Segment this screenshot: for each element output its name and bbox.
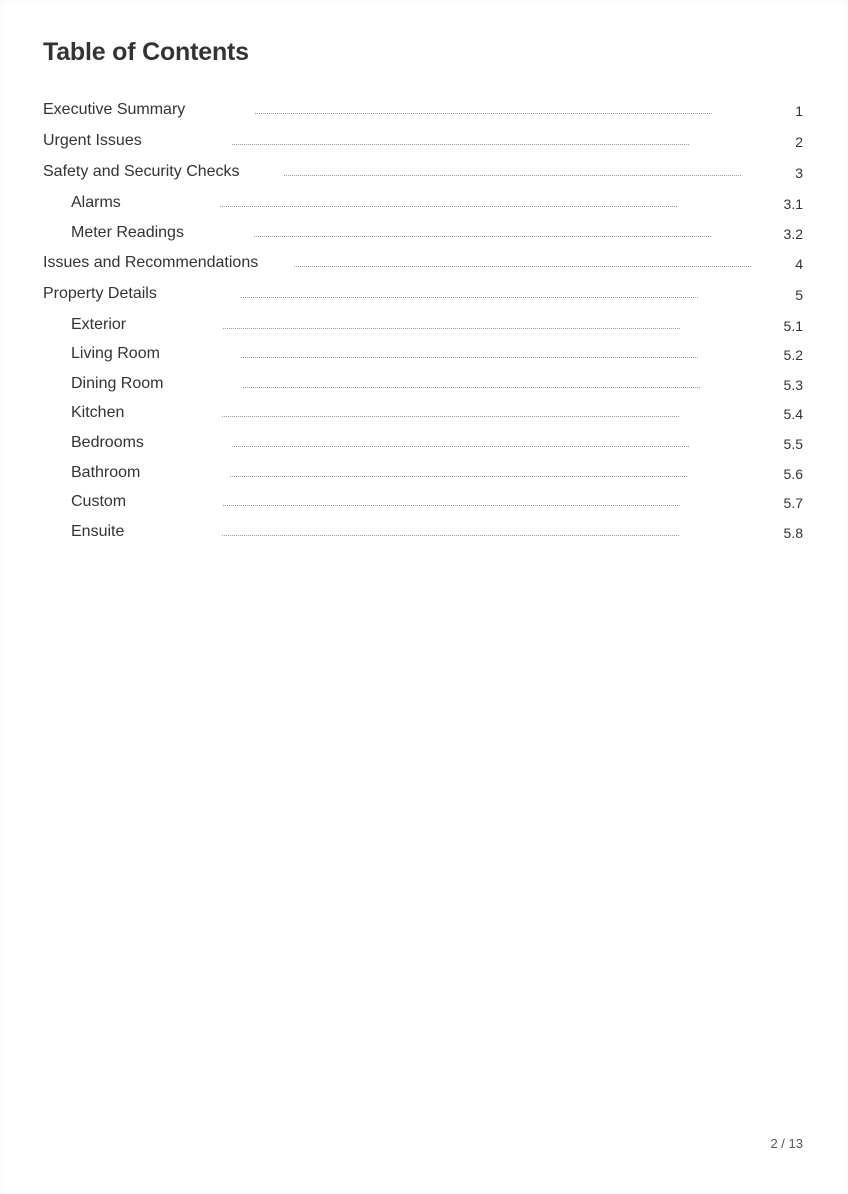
dot-leader xyxy=(241,297,698,298)
toc-entry-executive-summary[interactable] xyxy=(0,100,848,124)
dot-leader xyxy=(230,476,687,477)
toc-entry-dining-room[interactable] xyxy=(0,374,848,398)
toc-entry-page: 3.1 xyxy=(783,196,803,212)
toc-entry-page: 5.5 xyxy=(783,436,803,452)
toc-entry-page: 2 xyxy=(795,134,803,150)
toc-entry-label: Meter Readings xyxy=(71,224,184,241)
dot-leader xyxy=(222,416,679,417)
toc-entry-label: Property Details xyxy=(43,285,157,302)
toc-entry-page: 5.6 xyxy=(783,466,803,482)
toc-entry-issues-and-recommendations[interactable] xyxy=(0,253,848,277)
toc-entry-property-details[interactable] xyxy=(0,284,848,308)
toc-entry-label: Safety and Security Checks xyxy=(43,163,240,180)
toc-entry-living-room[interactable] xyxy=(0,344,848,368)
toc-entry-page: 5 xyxy=(795,287,803,303)
dot-leader xyxy=(223,505,680,506)
toc-entry-bedrooms[interactable] xyxy=(0,433,848,457)
page-number-indicator: 2 / 13 xyxy=(770,1136,803,1151)
toc-entry-label: Living Room xyxy=(71,345,160,362)
toc-entry-kitchen[interactable] xyxy=(0,403,848,427)
toc-entry-custom[interactable] xyxy=(0,492,848,516)
toc-entry-ensuite[interactable] xyxy=(0,522,848,546)
toc-entry-page: 5.2 xyxy=(783,347,803,363)
toc-entry-page: 1 xyxy=(795,103,803,119)
toc-entry-page: 5.8 xyxy=(783,525,803,541)
toc-entry-page: 5.4 xyxy=(783,406,803,422)
toc-entry-exterior[interactable] xyxy=(0,315,848,339)
page-title: Table of Contents xyxy=(43,38,249,66)
toc-entry-label: Executive Summary xyxy=(43,101,186,118)
toc-entry-page: 5.1 xyxy=(783,318,803,334)
toc-entry-label: Urgent Issues xyxy=(43,132,142,149)
toc-entry-page: 4 xyxy=(795,256,803,272)
toc-entry-page: 3.2 xyxy=(783,226,803,242)
dot-leader xyxy=(220,206,677,207)
dot-leader xyxy=(294,266,751,267)
toc-entry-label: Bedrooms xyxy=(71,434,144,451)
dot-leader xyxy=(222,535,679,536)
dot-leader xyxy=(255,113,712,114)
toc-entry-meter-readings[interactable] xyxy=(0,223,848,247)
dot-leader xyxy=(223,328,680,329)
toc-entry-label: Custom xyxy=(71,493,127,510)
dot-leader xyxy=(232,144,689,145)
dot-leader xyxy=(232,446,689,447)
toc-entry-label: Ensuite xyxy=(71,523,125,540)
toc-entry-label: Issues and Recommendations xyxy=(43,254,259,271)
toc-entry-label: Dining Room xyxy=(71,375,164,392)
dot-leader xyxy=(284,175,741,176)
toc-entry-label: Kitchen xyxy=(71,404,125,421)
toc-entry-urgent-issues[interactable] xyxy=(0,131,848,155)
toc-entry-page: 5.7 xyxy=(783,495,803,511)
toc-entry-page: 3 xyxy=(795,165,803,181)
dot-leader xyxy=(243,387,700,388)
toc-entry-bathroom[interactable] xyxy=(0,463,848,487)
toc-entry-page: 5.3 xyxy=(783,377,803,393)
toc-entry-label: Bathroom xyxy=(71,464,141,481)
toc-entry-label: Exterior xyxy=(71,316,127,333)
toc-entry-label: Alarms xyxy=(71,194,121,211)
toc-entry-alarms[interactable] xyxy=(0,193,848,217)
toc-entry-safety-and-security-checks[interactable] xyxy=(0,162,848,186)
dot-leader xyxy=(254,236,711,237)
dot-leader xyxy=(241,357,698,358)
